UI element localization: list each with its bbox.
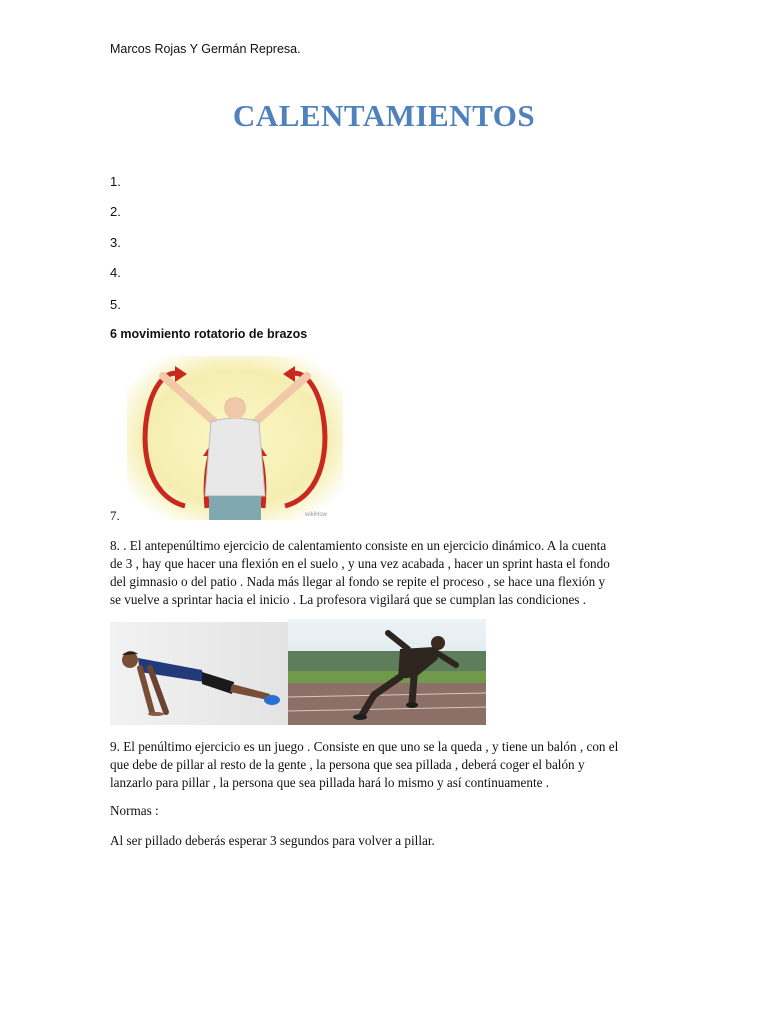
normas-rule: Al ser pillado deberás esperar 3 segundos para volver a pillar.: [110, 833, 435, 848]
sprint-photo: [288, 619, 486, 725]
wikihow-watermark: wikiHow: [304, 512, 327, 518]
item-6-heading: 6 movimiento rotatorio de brazos: [110, 327, 308, 341]
item-8-line: de 3 , hay que hacer una flexión en el suelo , y una vez acabada , hacer un sprint hasta el fondo: [110, 556, 610, 571]
item-9-line: que debe de pillar al resto de la gente , la persona que sea pillada , deberá coger el balón y: [110, 757, 585, 772]
normas-heading: Normas :: [110, 803, 159, 818]
item-7-label: 7.: [110, 508, 120, 523]
numbered-item-4: 4.: [110, 265, 121, 280]
item-9-line: lanzarlo para pillar , la persona que sea pillada hará lo mismo y así continuamente .: [110, 775, 550, 790]
item-9-paragraph: [110, 738, 660, 792]
numbered-item-5: 5.: [110, 297, 121, 312]
item-9-line: 9. El penúltimo ejercicio es un juego . Consiste en que uno se la queda , y tiene un balón , con el: [110, 739, 619, 754]
numbered-item-3: 3.: [110, 235, 121, 250]
authors-line: Marcos Rojas Y Germán Represa.: [110, 42, 301, 56]
numbered-item-2: 2.: [110, 204, 121, 219]
item-8-line: del gimnasio o del patio . Nada más llegar al fondo se repite el proceso , se hace una flexión y: [110, 574, 606, 589]
item-8-line: se vuelve a sprintar hacia el inicio . La profesora vigilará que se cumplan las condiciones .: [110, 592, 587, 607]
page-title: CALENTAMIENTOS: [232, 98, 536, 133]
arm-rotation-illustration: [127, 356, 343, 520]
item-8-paragraph: [110, 537, 660, 609]
numbered-item-1: 1.: [110, 174, 121, 189]
item-8-line: 8. . El antepenúltimo ejercicio de calentamiento consiste en un ejercicio dinámico. A la cuenta: [110, 538, 607, 553]
pushup-photo: [110, 622, 290, 725]
